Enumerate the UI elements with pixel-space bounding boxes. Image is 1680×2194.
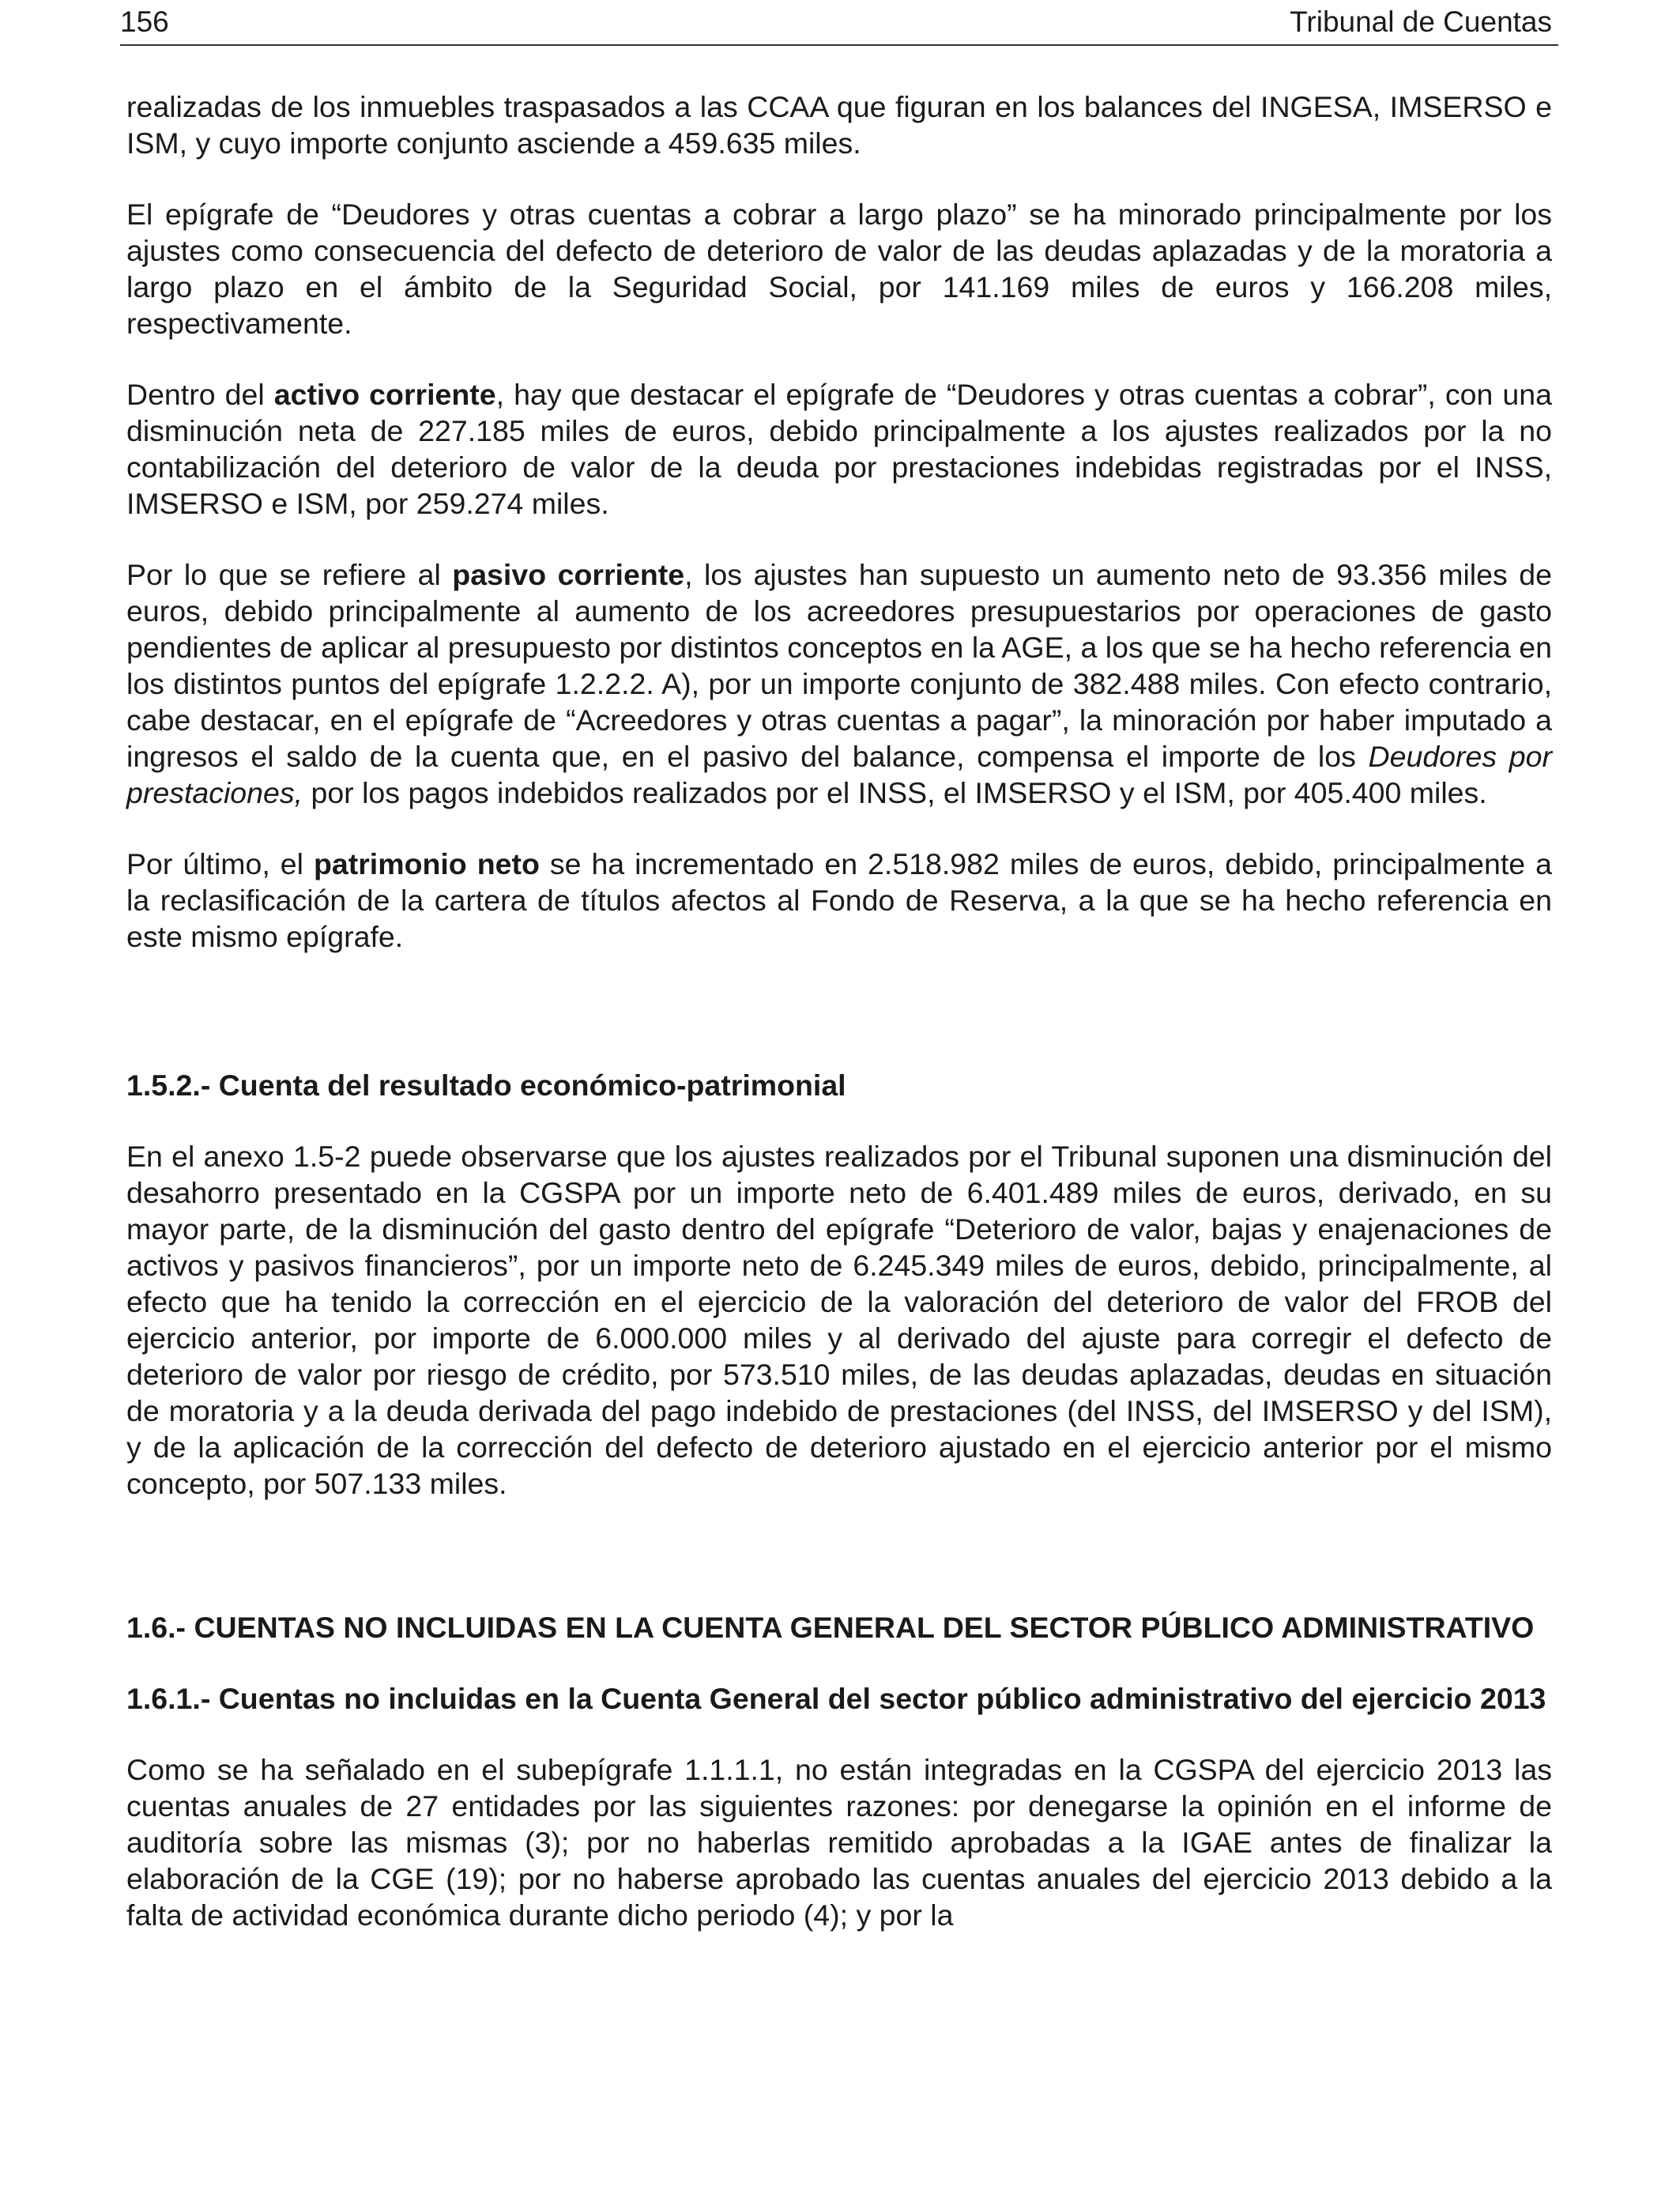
bold-term-patrimonio-neto: patrimonio neto — [313, 847, 540, 880]
paragraph-patrimonio-neto — [126, 846, 1552, 955]
bold-term-activo-corriente: activo corriente — [273, 378, 496, 411]
paragraph-inmuebles: realizadas de los inmuebles traspasados a las CCAA que figuran en los balances del INGESA, IMSERSO e ISM, y cuyo importe conjunto asciende a 459.635 miles. — [126, 90, 1552, 160]
paragraph-deudores-largo-plazo: El epígrafe de “Deudores y otras cuentas a cobrar a largo plazo” se ha minorado principalmente por los ajustes como consecuencia del defecto de deterioro de valor de las deudas aplazadas y de la moratoria a largo plazo en el ámbito de la Seguridad Social, por 141.169 miles de euros y 166.208 miles, respectivamente. — [126, 198, 1552, 340]
section-heading-1-6-1: 1.6.1.- Cuentas no incluidas en la Cuenta General del sector público administrativo del ejercicio 2013 — [126, 1682, 1546, 1715]
section-heading-1-5-2: 1.5.2.- Cuenta del resultado económico-patrimonial — [126, 1069, 846, 1102]
header-title: Tribunal de Cuentas — [1290, 6, 1552, 38]
bold-term-pasivo-corriente: pasivo corriente — [452, 558, 685, 591]
text-run: , hay que destacar el epígrafe de “Deudores y otras cuentas a cobrar”, con una disminución neta de 227.185 miles de euros, debido principalmente a los ajustes realizados por la no contabilización del deterioro de valor de la deuda por prestaciones indebidas registradas por el INSS, IMSERSO e ISM, por 259.274 miles. — [126, 378, 1552, 520]
text-run: se ha incrementado en 2.518.982 miles de euros, debido, principalmente a la reclasificación de la cartera de títulos afectos al Fondo de Reserva, a la que se ha hecho referencia en este mismo epígrafe. — [126, 847, 1552, 953]
document-page — [120, 0, 1553, 1933]
italic-term-deudores-prestaciones: Deudores por prestaciones, — [126, 740, 1553, 809]
paragraph-resultado-economico: En el anexo 1.5-2 puede observarse que los ajustes realizados por el Tribunal suponen una disminución del desahorro presentado en la CGSPA por un importe neto de 6.401.489 miles de euros, derivado, en su mayor parte, de la disminución del gasto dentro del epígrafe “Deterioro de valor, bajas y enajenaciones de activos y pasivos financieros”, por un importe neto de 6.245.349 miles de euros, debido, principalmente, al efecto que ha tenido la corrección en el ejercicio de la valoración del deterioro de valor del FROB del ejercicio anterior, por importe de 6.000.000 miles y al derivado del ajuste para corregir el defecto de deterioro de valor por riesgo de crédito, por 573.510 miles, de las deudas aplazadas, deudas en situación de moratoria y a la deuda derivada del pago indebido de prestaciones (del INSS, del IMSERSO y del ISM), y de la aplicación de la corrección del defecto de deterioro ajustado en el ejercicio anterior por el mismo concepto, por 507.133 miles. — [126, 1140, 1552, 1500]
text-run: por los pagos indebidos realizados por el INSS, el IMSERSO y el ISM, por 405.400 miles. — [303, 776, 1487, 809]
paragraph-cuentas-no-incluidas: Como se ha señalado en el subepígrafe 1.1.1.1, no están integradas en la CGSPA del ejercicio 2013 las cuentas anuales de 27 entidades por las siguientes razones: por denegarse la opinión en el informe de auditoría sobre las mismas (3); por no haberlas remitido aprobadas a la IGAE antes de finalizar la elaboración de la CGE (19); por no haberse aprobado las cuentas anuales del ejercicio 2013 debido a la falta de actividad económica durante dicho periodo (4); y por la — [126, 1753, 1552, 1932]
page-number: 156 — [120, 6, 169, 38]
text-run: Dentro del — [126, 378, 274, 411]
text-run: , los ajustes han supuesto un aumento neto de 93.356 miles de euros, debido principalmente al aumento de los acreedores presupuestarios por operaciones de gasto pendientes de aplicar al presupuesto por distintos conceptos en la AGE, a los que se ha hecho referencia en los distintos puntos del epígrafe 1.2.2.2. A), por un importe conjunto de 382.488 miles. Con efecto contrario, cabe destacar, en el epígrafe de “Acreedores y otras cuentas a pagar”, la minoración por haber imputado a ingresos el saldo de la cuenta que, en el pasivo del balance, compensa el importe de los — [126, 558, 1552, 773]
page-header — [120, 0, 1558, 46]
paragraph-pasivo-corriente — [126, 556, 1552, 811]
text-run: Por lo que se refiere al — [126, 558, 453, 591]
section-heading-1-6: 1.6.- CUENTAS NO INCLUIDAS EN LA CUENTA GENERAL DEL SECTOR PÚBLICO ADMINISTRATIVO — [126, 1611, 1535, 1644]
text-run: Por último, el — [126, 847, 314, 880]
paragraph-activo-corriente — [126, 376, 1552, 522]
